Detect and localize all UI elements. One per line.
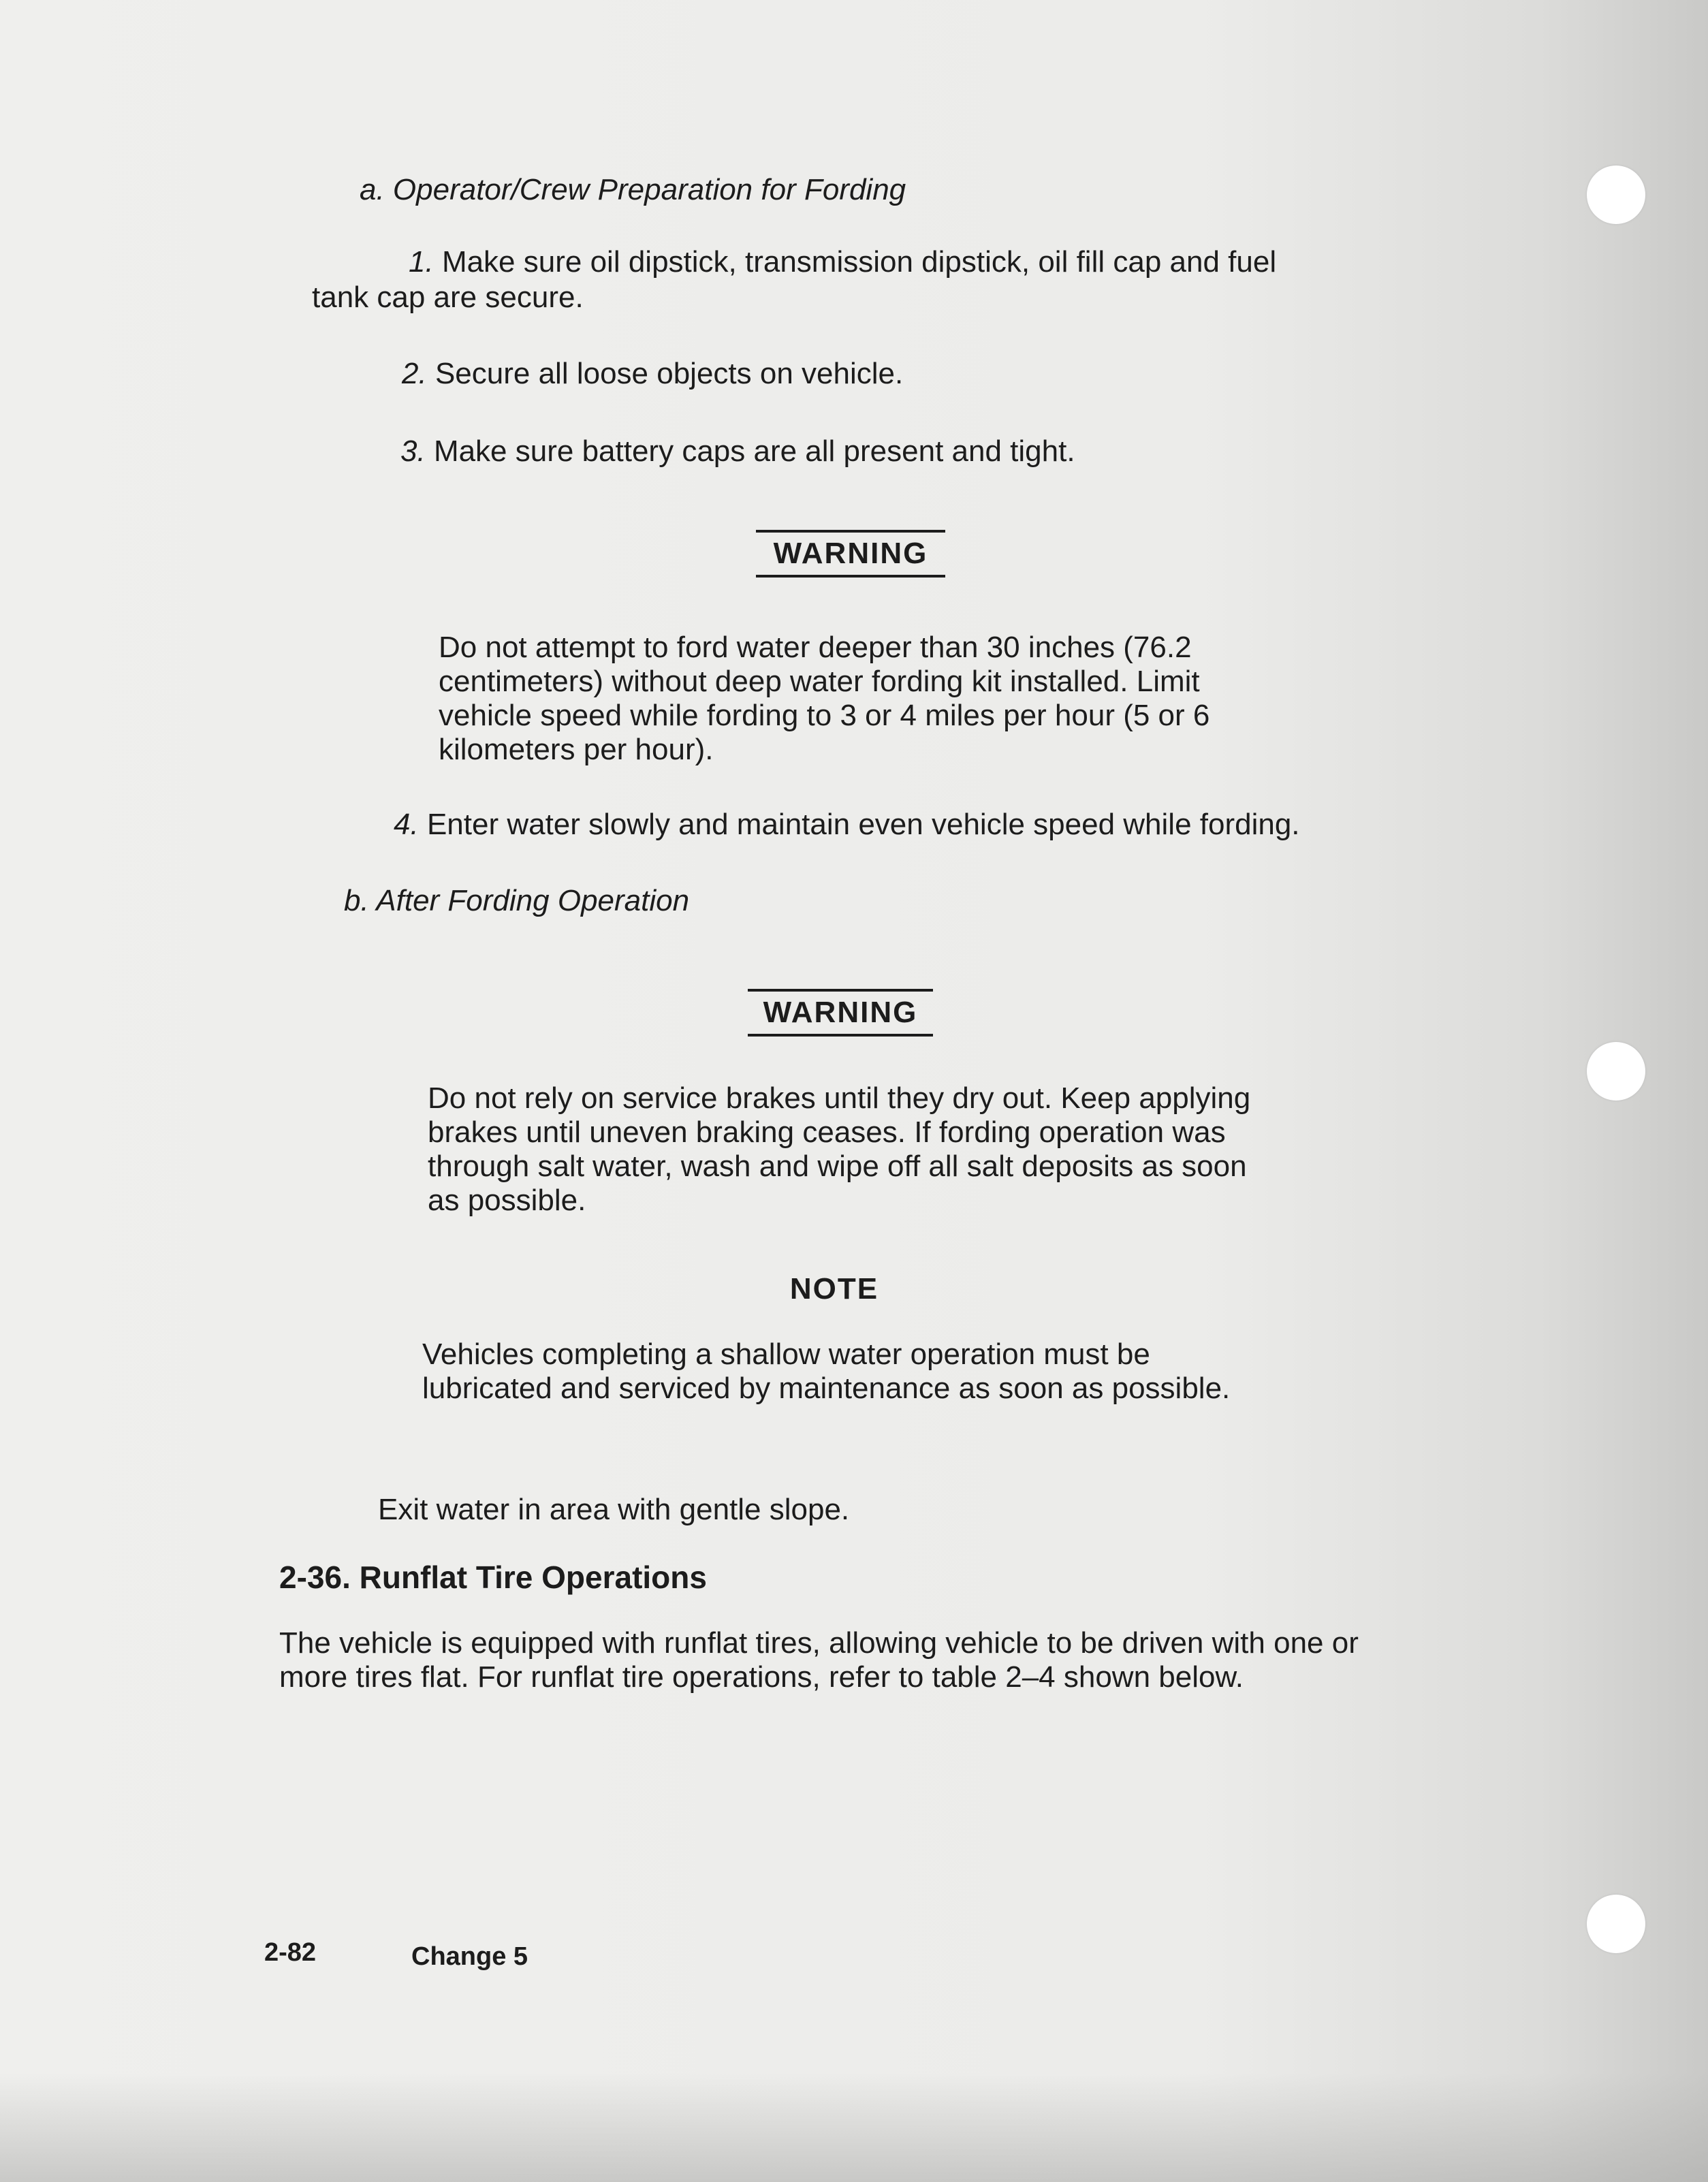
step-4-number: 4. (394, 808, 419, 841)
binder-hole-middle (1587, 1042, 1645, 1101)
step-1-number: 1. (409, 245, 434, 279)
step-2 (402, 355, 903, 392)
warning-text-2: Do not rely on service brakes until they dry out. Keep applying brakes until uneven braking ceases. If fording operation was through salt water, wash and wipe off all salt deposits as soon as possible. (428, 1081, 1251, 1217)
page-number: 2-82 (264, 1938, 317, 1967)
section-b-title: b. After Fording Operation (344, 884, 690, 917)
section-2-36-body: The vehicle is equipped with runflat tires, allowing vehicle to be driven with one or more tires flat. For runflat tire operations, refer to table 2–4 shown below. (279, 1626, 1359, 1694)
step-4-text: Enter water slowly and maintain even vehicle speed while fording. (426, 808, 1300, 841)
step-2-text: Secure all loose objects on vehicle. (434, 357, 904, 390)
section-2-36-heading: 2-36. Runflat Tire Operations (279, 1560, 707, 1595)
binder-hole-bottom (1587, 1895, 1645, 1953)
step-4 (394, 806, 1300, 843)
step-2-number: 2. (402, 357, 427, 390)
step-1-text: Make sure oil dipstick, transmission dipstick, oil fill cap and fuel (441, 245, 1277, 279)
note-text: Vehicles completing a shallow water operation must be lubricated and serviced by maintenance as soon as possible. (422, 1338, 1231, 1405)
scan-shadow (0, 2073, 1708, 2182)
section-a-title: a. Operator/Crew Preparation for Fording (360, 173, 906, 206)
step-1 (409, 244, 1276, 281)
step-3 (400, 433, 1075, 470)
binder-hole-top (1587, 165, 1645, 224)
warning-heading-1: WARNING (756, 530, 945, 578)
change-label: Change 5 (411, 1942, 528, 1971)
step-3-text: Make sure battery caps are all present and tight. (433, 434, 1075, 468)
step-1-continuation: tank cap are secure. (312, 281, 584, 314)
warning-heading-2: WARNING (748, 989, 933, 1037)
step-3-number: 3. (400, 434, 426, 468)
warning-text-1: Do not attempt to ford water deeper than 30 inches (76.2 centimeters) without deep water fording kit installed. Limit vehicle speed while fording to 3 or 4 miles per hour (5 or 6 kilometers per hour). (439, 631, 1210, 766)
exit-instruction: Exit water in area with gentle slope. (378, 1493, 850, 1526)
note-heading: NOTE (789, 1272, 879, 1306)
